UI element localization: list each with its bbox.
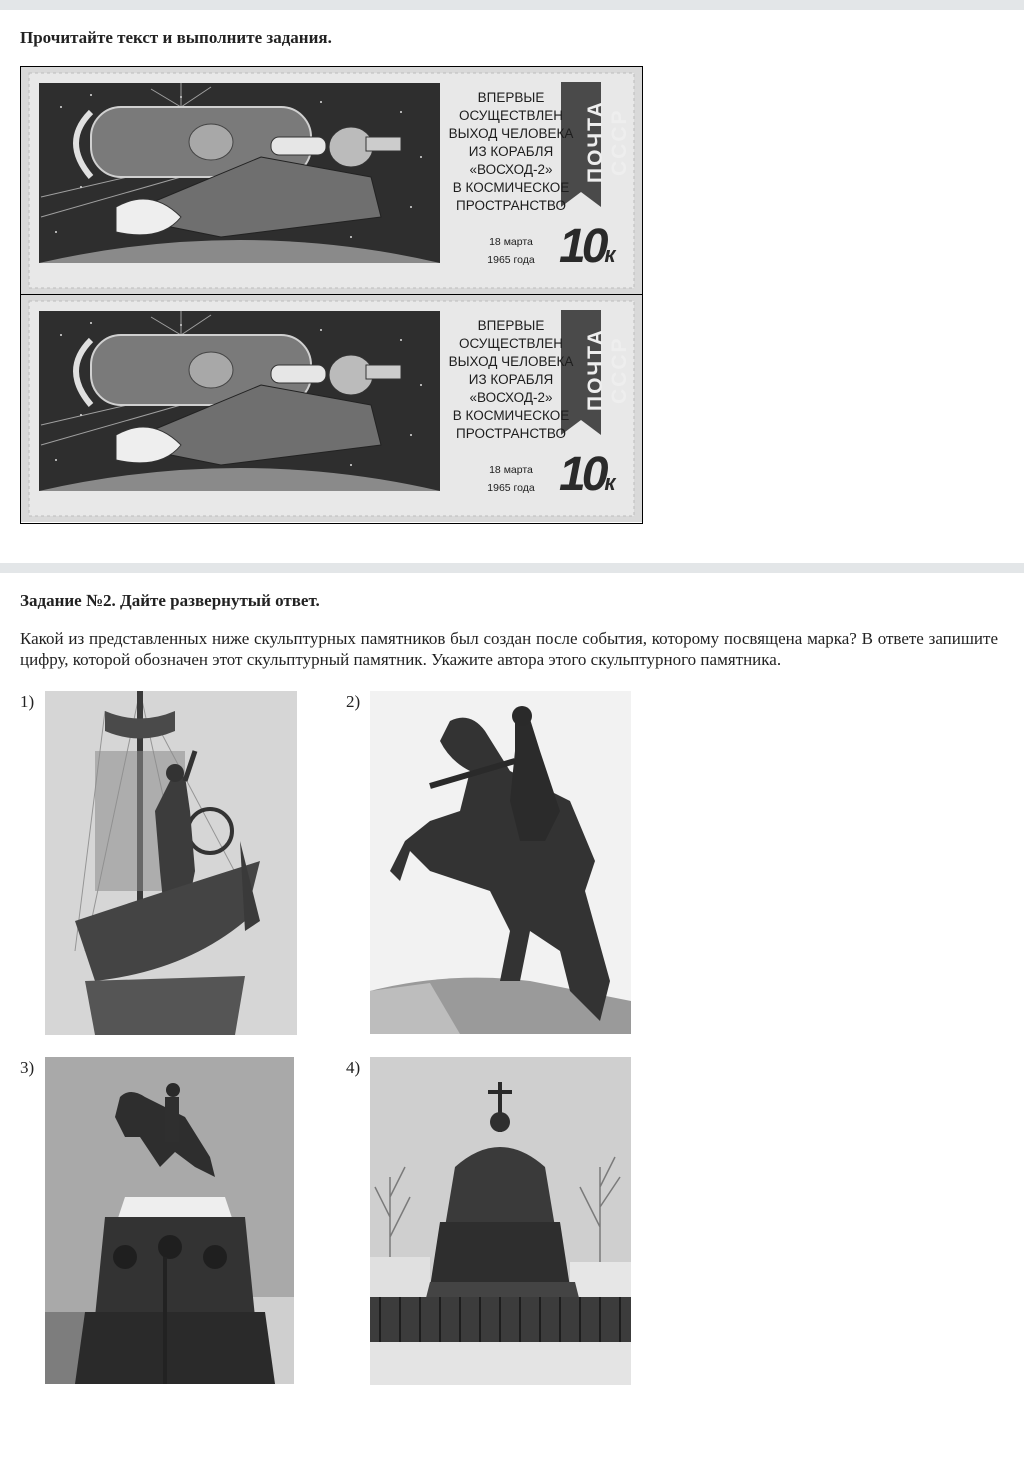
stamp-date-year: 1965 года (487, 254, 535, 266)
ship-monument-image (45, 691, 297, 1035)
stamp-image-frame (20, 66, 643, 524)
stamp-date-day: 18 марта (489, 236, 533, 248)
stamp-caption-line: ПРОСТРАНСТВО (456, 426, 566, 441)
option-label-3: 3) (20, 1058, 35, 1077)
nicholas-monument-image (45, 1057, 294, 1384)
monument-photo-3 (45, 1057, 294, 1384)
stamp-value-unit: к (604, 242, 616, 267)
stamp-caption-line: ВЫХОД ЧЕЛОВЕКА (448, 354, 574, 369)
stamp-postal-label: ПОЧТА СССР (584, 100, 631, 184)
stamp-caption-line: ОСУЩЕСТВЛЕН (458, 108, 564, 123)
option-label-2: 2) (346, 692, 361, 711)
stamp-caption-line: ВПЕРВЫЕ (477, 90, 545, 105)
stamp-caption-line: ВПЕРВЫЕ (477, 318, 545, 333)
stamp-postal-label: ПОЧТА СССР (584, 328, 631, 412)
instruction-heading: Прочитайте текст и выполните задания. (20, 28, 332, 47)
stamp-caption-line: ИЗ КОРАБЛЯ (468, 144, 554, 159)
stamp-face-value (559, 219, 629, 273)
stamp-caption-line: ПРОСТРАНСТВО (456, 198, 566, 213)
stamp-date-year: 1965 года (487, 482, 535, 494)
stamp-caption (441, 89, 581, 215)
stamp-date-day: 18 марта (489, 464, 533, 476)
monument-photo-2 (370, 691, 631, 1034)
stamp-caption-line: ОСУЩЕСТВЛЕН (458, 336, 564, 351)
stamp-picture (21, 67, 642, 295)
stamp-date (471, 233, 551, 269)
top-divider (0, 0, 1024, 10)
stamp-face-value (559, 447, 629, 501)
monument-photo-1 (45, 691, 297, 1035)
stamp-caption-line: «ВОСХОД-2» (469, 390, 553, 405)
stamp-caption-line: В КОСМИЧЕСКОЕ (452, 408, 570, 423)
millennium-monument-image (370, 1057, 631, 1385)
task-title: Задание №2. Дайте развернутый ответ. (20, 591, 320, 610)
stamp-caption-line: ВЫХОД ЧЕЛОВЕКА (448, 126, 574, 141)
stamp-caption-line: ИЗ КОРАБЛЯ (468, 372, 554, 387)
stamp-caption-line: «ВОСХОД-2» (469, 162, 553, 177)
monument-photo-4 (370, 1057, 631, 1385)
stamp-picture (21, 295, 642, 522)
task-text: Какой из представленных ниже скульптурных памятников был создан после события, которому посвящена марка? В ответе запишите цифру, которой обозначен этот скульптурный памятник. Укажите автора этого скульптурного памятника. (20, 629, 998, 669)
option-label-1: 1) (20, 692, 35, 711)
stamp-caption (441, 317, 581, 443)
stamp-value-number: 10 (559, 448, 605, 501)
stamp-caption-line: В КОСМИЧЕСКОЕ (452, 180, 570, 195)
stamp-value-unit: к (604, 470, 616, 495)
option-label-4: 4) (346, 1058, 361, 1077)
stamp-date (471, 461, 551, 497)
equestrian-monument-image (370, 691, 631, 1034)
section-divider (0, 563, 1024, 573)
stamp-value-number: 10 (559, 220, 605, 273)
